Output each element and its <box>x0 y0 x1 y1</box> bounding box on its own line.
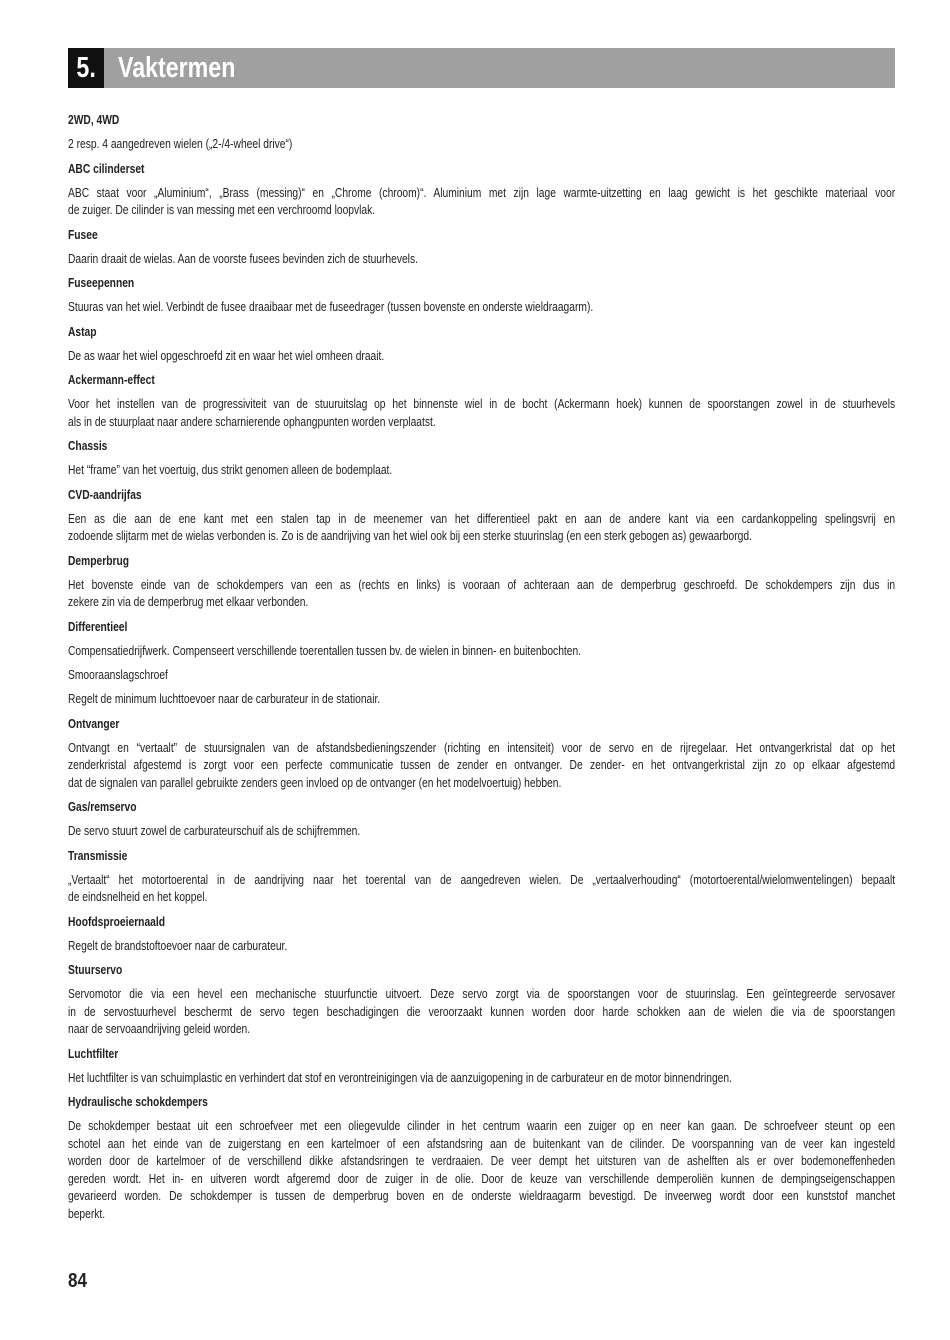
definition-line: Ontvangt en “vertaalt” de stuursignalen van de afstandsbedieningszender (richting en intensiteit) voor de servo en de rijregelaar. Het ontvangerkristal dat op het <box>68 739 896 755</box>
definition-hoofdsproeiernaald <box>68 937 895 955</box>
definition-line: schotel aan het einde van de zuigerstang en een kartelmoer of een afstandsring aan de buitenkant van de cilinder. De voorspanning van de veer kan ingesteld <box>68 1135 896 1151</box>
definition-fuseepennen <box>68 298 895 316</box>
definition-line: Daarin draait de wielas. Aan de voorste fusees bevinden zich de stuurhevels. <box>68 250 418 266</box>
term-stuurservo: Stuurservo <box>68 962 123 977</box>
term-fusee: Fusee <box>68 226 98 242</box>
term-astap: Astap <box>68 323 97 339</box>
definition-line: Compensatiedrijfwerk. Compenseert verschillende toerentallen tussen bv. de wielen in binnen- en buitenbochten. <box>68 642 582 658</box>
term-luchtfilter: Luchtfilter <box>68 1045 119 1061</box>
term-2wd-4wd: 2WD, 4WD <box>68 112 120 127</box>
definition-line: De servo stuurt zowel de carburateurschuif als de schijfremmen. <box>68 823 361 839</box>
definition-line: Een as die aan de ene kant met een stalen tap in de meenemer van het differentieel pakt en aan de andere kant via een cardankoppeling spelingsvrij en <box>68 510 896 526</box>
definition-chassis <box>68 461 895 479</box>
definition-abc-cilinderset <box>68 184 895 219</box>
definition-line: Het bovenste einde van de schokdempers van een as (rechts en links) is vooraan of achteraan aan de demperbrug geschroefd. De schokdempers zijn dus in <box>68 576 896 592</box>
definition-line: Servomotor die via een hevel een mechanische stuurfunctie uitvoert. Deze servo zorgt via de spoorstangen voor de stuurinslag. Een geïntegreerde servosaver <box>68 986 896 1002</box>
term-ackermann-effect: Ackermann-effect <box>68 372 155 387</box>
definition-line: Stuuras van het wiel. Verbindt de fusee draaibaar met de fuseedrager (tussen bovenste en onderste wieldraagarm). <box>68 299 594 315</box>
definition-line: „Vertaalt“ het motortoerental in de aandrijving naar het toerental van de aangedreven wielen. De „vertaalverhouding“ (motortoerental/wielomwentelingen) bepaalt <box>68 871 896 887</box>
section-number: 5. <box>76 52 96 84</box>
definition-line: naar de servoaandrijving geleid worden. <box>68 1021 251 1037</box>
term-hoofdsproeiernaald: Hoofdsproeiernaald <box>68 913 166 929</box>
definition-line: zodoende slijtarm met de wielas verbonden is. Zo is de aandrijving van het wiel ook bij een sterke stuurinslag (en een sterk gebogen as) gewaarborgd. <box>68 528 752 544</box>
definition-line: Regelt de minimum luchttoevoer naar de carburateur in de stationair. <box>68 691 381 707</box>
term-transmissie: Transmissie <box>68 847 128 863</box>
definition-line: worden door de kartelmoer of de verschillend dikke afstandsringen te verdraaien. De veer dempt het uitsturen van de ashelften als er over bodemoneffenheden <box>68 1153 896 1169</box>
definition-line: Voor het instellen van de progressiviteit van de stuuruitslag op het binnenste wiel in de bocht (Ackermann hoek) kunnen de spoorstangen zowel in de stuurhevels <box>68 396 896 412</box>
definition-cvd-aandrijfas <box>68 510 895 545</box>
definition-line: beperkt. <box>68 1205 106 1221</box>
term-differentieel: Differentieel <box>68 618 128 634</box>
definition-line: zenderkristal afgestemd is zorgt voor een perfecte communicatie tussen de zender en ontvanger. De zender- en het ontvangerkristal zijn zo op elkaar afgestemd <box>68 757 896 773</box>
definition-luchtfilter <box>68 1069 895 1087</box>
term-smooraanslagschroef: Smooraanslagschroef <box>68 667 168 682</box>
definition-line: Het “frame” van het voertuig, dus strikt genomen alleen de bodemplaat. <box>68 462 393 478</box>
definition-line: Het luchtfilter is van schuimplastic en verhindert dat stof en verontreinigingen via de aanzuigopening in de carburateur en de motor binnendringen. <box>68 1069 732 1085</box>
definition-line: de zuiger. De cilinder is van messing met een verchroomd loopvlak. <box>68 202 376 218</box>
page-number: 84 <box>68 1270 87 1292</box>
section-title-bar <box>104 48 895 88</box>
definition-gas-remservo <box>68 822 895 840</box>
definition-astap <box>68 347 895 365</box>
definition-ontvanger <box>68 739 895 792</box>
definition-line: de eindsnelheid en het koppel. <box>68 889 208 905</box>
definition-line: zekere zin via de demperbrug met elkaar verbonden. <box>68 594 309 610</box>
term-chassis: Chassis <box>68 438 108 453</box>
definition-transmissie <box>68 871 895 906</box>
definition-line: De schokdemper bestaat uit een schroefveer met een oliegevulde cilinder in het centrum waarin een zuiger op en neer kan gaan. De schroefveer steunt op een <box>68 1118 896 1134</box>
term-hydraulische-schokdempers: Hydraulische schokdempers <box>68 1094 208 1109</box>
definition-demperbrug <box>68 576 895 611</box>
definition-line: Regelt de brandstoftoevoer naar de carburateur. <box>68 937 288 953</box>
glossary <box>68 111 895 1229</box>
definition-line: 2 resp. 4 aangedreven wielen („2-/4-wheel drive“) <box>68 136 293 152</box>
definition-line: gereden wordt. Het in- en uitveren wordt afgeremd door de zuiger in de olie. Door de keuze van verschillende demperoliën kunnen de dempingseigenschappen <box>68 1170 896 1186</box>
definition-line: in de servostuurhevel beschermt de servo tegen beschadigingen die veroorzaakt kunnen worden door harde schokken aan de wielen die via de spoorstangen <box>68 1003 896 1019</box>
definition-line: ABC staat voor „Aluminium“, „Brass (messing)“ en „Chrome (chroom)“. Aluminium met zijn lage warmte-uitzetting en laag gewicht is het geschikte materiaal voor <box>68 184 896 200</box>
term-demperbrug: Demperbrug <box>68 552 130 568</box>
definition-fusee <box>68 250 895 268</box>
definition-line: als in de stuurplaat naar andere scharnierende ophangpunten worden verplaatst. <box>68 413 436 429</box>
section-number-box <box>68 48 104 88</box>
definition-ackermann-effect <box>68 395 895 430</box>
definition-hydraulische-schokdempers <box>68 1117 895 1222</box>
definition-stuurservo <box>68 985 895 1038</box>
term-ontvanger: Ontvanger <box>68 715 120 731</box>
definition-2wd-4wd <box>68 135 895 153</box>
definition-line: dat de signalen van parallel gebruikte zenders geen invloed op de ontvanger (en het modelvoertuig) hebben. <box>68 774 562 790</box>
term-gas-remservo: Gas/remservo <box>68 799 137 814</box>
term-cvd-aandrijfas: CVD-aandrijfas <box>68 486 142 502</box>
term-abc-cilinderset: ABC cilinderset <box>68 160 145 176</box>
section-title: Vaktermen <box>118 52 236 84</box>
definition-smooraanslagschroef <box>68 690 895 708</box>
term-fuseepennen: Fuseepennen <box>68 275 135 290</box>
definition-differentieel <box>68 642 895 660</box>
definition-line: De as waar het wiel opgeschroefd zit en waar het wiel omheen draait. <box>68 347 385 363</box>
definition-line: gevarieerd worden. De schokdemper is tussen de demperbrug boven en de onderste wieldraagarm bevestigd. De inveerweg wordt door een kunststof manchet <box>68 1188 896 1204</box>
